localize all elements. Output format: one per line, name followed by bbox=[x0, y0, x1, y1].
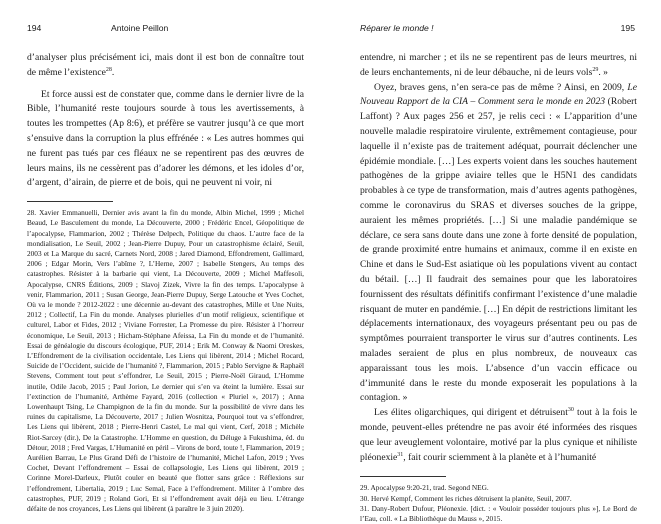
left-page bbox=[0, 0, 330, 519]
right-running-header bbox=[360, 23, 635, 36]
right-page bbox=[330, 0, 661, 523]
right-page-number: 195 bbox=[620, 23, 635, 33]
right-body-text bbox=[360, 51, 637, 465]
left-paragraph-1: d’analyser plus précisément ici, mais dont il est bon de connaître tout de même l’existence$^{28}$. bbox=[27, 52, 304, 78]
right-paragraph-3 bbox=[360, 406, 637, 465]
right-paragraph-2-c: ? Aux pages 256 et 257, je relis ceci : « L’apparition d’une nouvelle maladie respiratoire virulente, extrêmement contagieuse, pour laquelle il n’existe pas de traitement adéquat, pourrait déclencher une épidémie mondiale. […] Les experts voient dans les souches hautement pathogènes de la grippe aviaire telles que le H5N1 des candidats probables à ce type de transformation, mais d’autres agents pathogènes, comme le coronavirus du SRAS et diverses souches de la grippe, auraient les mêmes propriétés. […] Si une maladie pandémique se déclare, ce sera sans doute dans une zone à forte densité de population, de grande proximité entre humains et animaux, comme il en existe en Chine et dans le Sud-Est asiatique où les populations vivent au contact du bétail. […] Il faudrait des semaines pour que les laboratoires fournissent des résultats définitifs confirmant l’existence d’une maladie risquant de muter en pandémie. […] En dépit de restrictions limitant les déplacements internationaux, des voyageurs présentant peu ou pas de symptômes pourraient transporter le virus sur d’autres continents. Les malades seraient de plus en plus nombreux, de nouveaux cas apparaissant tous les mois. L’absence d’un vaccin efficace ou d’immunité dans le reste du monde exposerait les populations à la contagion. » bbox=[360, 111, 637, 404]
right-paragraph-3-c: , fait courir sciemment à la planète et à l’humanité bbox=[403, 451, 597, 463]
left-footnotes bbox=[27, 208, 304, 514]
footnote-rule bbox=[27, 201, 113, 202]
footnote-ref-30: 30 bbox=[567, 406, 574, 413]
right-paragraph-2 bbox=[360, 81, 637, 407]
left-page-number: 194 bbox=[27, 23, 42, 33]
right-paragraph-2-a: Oyez, braves gens, n’en sera-ce pas de même ? Ainsi, en 2009, bbox=[374, 81, 628, 93]
right-paragraph-1 bbox=[360, 51, 637, 81]
footnote-31: 31. Dany-Robert Dufour, Pléonexie. [dict. : « Vouloir posséder toujours plus »], Le Bord de l’Eau, coll. « La Bibliothèque du Mauss », 2015. bbox=[360, 503, 637, 523]
right-running-head: Réparer le monde ! bbox=[360, 23, 434, 33]
footnote-ref-28: 28 bbox=[105, 66, 112, 73]
footnote-ref-29: 29 bbox=[592, 66, 599, 73]
footnote-30: 30. Hervé Kempf, Comment les riches détruisent la planète, Seuil, 2007. bbox=[360, 493, 572, 503]
footnote-ref-31: 31 bbox=[397, 451, 404, 458]
right-paragraph-2-b: (Robert Laffont) bbox=[360, 96, 637, 123]
left-paragraph-2: Et force aussi est de constater que, comme dans le dernier livre de la Bible, l’humanité reste toujours sourde à tous les avertissements, à toutes les trompettes (Ap 8:6), et préfère se vautrer jusqu’à ce que mort s’ensuive dans la corruption la plus effrénée : « Les autres hommes qui ne furent pas tués par ces fléaux ne se repentirent pas des œuvres de leurs mains, ils ne cessèrent pas d’adorer les démons, et les idoles d’or, d’argent, d’airain, de pierre et de bois, qui ne peuvent ni voir, ni bbox=[27, 88, 304, 189]
left-running-head: Antoine Peillon bbox=[111, 23, 169, 33]
left-paragraph-1-text: d’analyser plus précisément ici, mais dont il est bon de connaître tout de même l’existence bbox=[27, 52, 304, 78]
right-paragraph-1-end: . » bbox=[598, 66, 608, 78]
right-paragraph-3-a: Les élites oligarchiques, qui dirigent et détruisent bbox=[374, 407, 568, 419]
right-paragraph-1-text: entendre, ni marcher ; et ils ne se repentirent pas de leurs meurtres, ni de leurs enchantements, ni de leur débauche, ni de leurs vols bbox=[360, 52, 637, 78]
right-paragraph-3-b: tout à la fois le monde, peuvent-elles prétendre ne pas avoir été informées des risques que leur aveuglement volontaire, motivé par la plus cynique et nihiliste pléonexie bbox=[360, 407, 637, 463]
right-footnotes bbox=[360, 483, 637, 524]
right-footnote-rule bbox=[360, 476, 446, 477]
footnote-28: 28. Xavier Emmanuelli, Dernier avis avant la fin du monde, Albin Michel, 1999 ; Michel Beaud, Le Basculement du monde, La Découverte, 2000 ; Frédéric Encel, Géopolitique de l’apocalypse, Flammarion, 2002 ; Thérèse Delpech, Politique du chaos. L’autre face de la mondialisation, Le Seuil, 2002 ; Jean-Pierre Dupuy, Pour un catastrophisme éclairé, Seuil, 2003 et La Marque du sacré, Carnets Nord, 2008 ; Jared Diamond, Effondrement, Gallimard, 2006 ; Edgar Morin, Vers l’abîme ?, L’Herne, 2007 ; Isabelle Stengers, Au temps des catastrophes. Résister à la barbarie qui vient, La Découverte, 2009 ; Michel Maffesoli, Apocalypse, CNRS Éditions, 2009 ; Slavoj Zizek, Vivre la fin des temps. L’apocalypse à venir, Flammarion, 2011 ; Susan George, Jean-Pierre Dupuy, Serge Latouche et Yves Cochet, Où va le monde ? 2012-2022 : une décennie au-devant des catastrophes, Mille et Une Nuits, 2012 ; Collectif, La Fin du monde. Analyses plurielles d’un motif religieux, scientifique et culturel, Labor et Fides, 2012 ; Viviane Forrester, La Promesse du pire. Résister à l’horreur économique, Le Seuil, 2013 ; Hicham-Stéphane Afeissa, La Fin du monde et de l’humanité. Essai de généalogie du discours écologique, PUF, 2014 ; Erik M. Conway & Naomi Oreskes, L’Effondrement de la civilisation occidentale, Les Liens qui libèrent, 2014 ; Michel Rocard, Suicide de l’Occident, suicide de l’humanité ?, Flammarion, 2015 ; Pablo Servigne & Raphaël Stevens, Comment tout peut s’effondrer, Le Seuil, 2015 ; Pierre-Noël Giraud, L’Homme inutile, Odile Jacob, 2015 ; Paul Jorion, Le dernier qui s’en va éteint la lumière. Essai sur l’extinction de l’humanité, Arthème Fayard, 2016 (collection « Pluriel », 2017) ; Anna Lowenhaupt Tsing, Le Champignon de la fin du monde. Sur la possibilité de vivre dans les ruines du capitalisme, La Découverte, 2017 ; Julien Wosnitza, Pourquoi tout va s’effondrer, Les Liens qui libèrent, 2018 ; Pierre-Henri Castel, Le mal qui vient, Cerf, 2018 ; Michèle Riot-Sarcey (dir.), De la Catastrophe. L’Homme en question, du Déluge à Fukushima, éd. du Détour, 2018 ; Fred Vargas, L’Humanité en péril – Virons de bord, toute !, Flammarion, 2019 ; Aurélien Barrau, Le Plus Grand Défi de l’histoire de l’humanité, Michel Lafon, 2019 ; Yves Cochet, Devant l’effondrement – Essai de collapsologie, Les Liens qui libèrent, 2019 ; Corinne Morel-Darleux, Plutôt couler en beauté que flotter sans grâce : Réflexions sur l’effondrement, Libertalia, 2019 ; Luc Semal, Face à l’effondrement. Militer à l’ombre des catastrophes, PUF, 2019 ; Roland Gori, Et si l’effondrement avait déjà eu lieu. L’étrange défaite de nos croyances, Les Liens qui libèrent (à paraître le 3 juin 2020). bbox=[27, 208, 304, 514]
cia-report-title: Le Nouveau Rapport de la CIA – Comment sera le monde en 2023 bbox=[360, 81, 637, 108]
left-running-header bbox=[27, 23, 302, 36]
footnote-29: 29. Apocalypse 9:20-21, trad. Segond NEG. bbox=[360, 483, 489, 493]
left-body-text bbox=[27, 51, 304, 191]
